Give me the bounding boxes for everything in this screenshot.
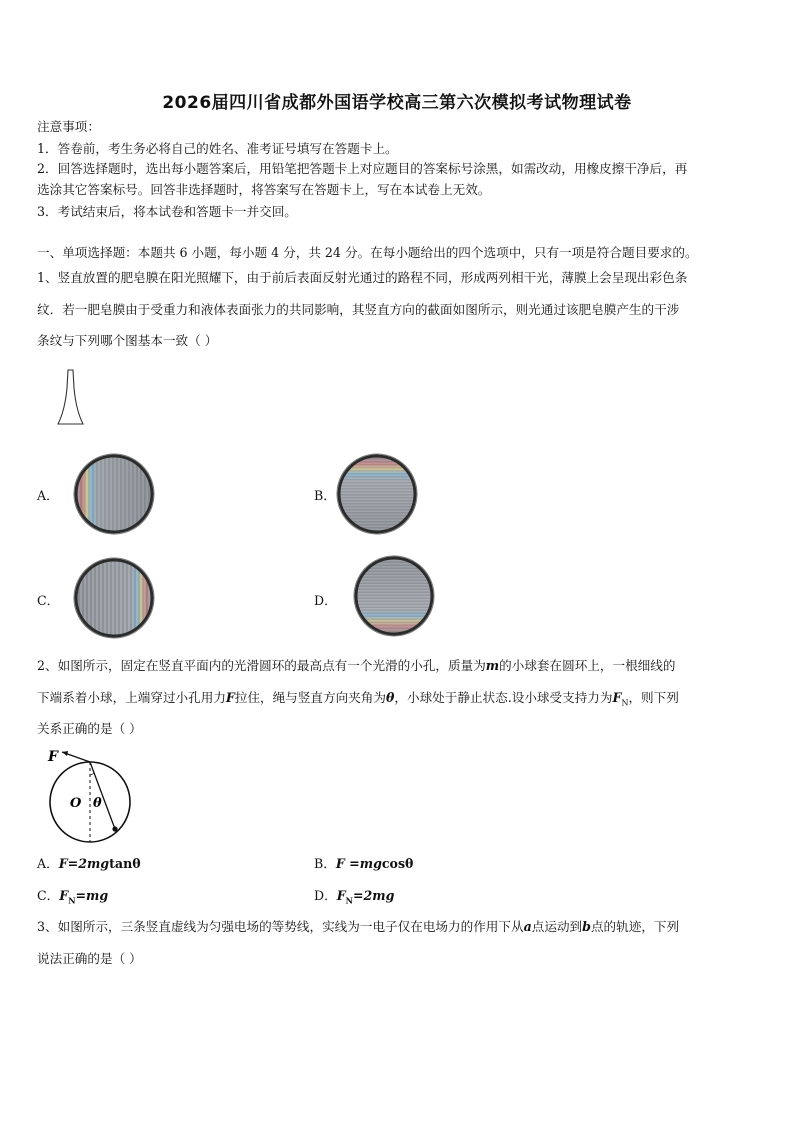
- film-cross-section-figure: [50, 368, 90, 428]
- q2-line-2: 下端系着小球，上端穿过小孔用力F拉住，绳与竖直方向夹角为θ，小球处于静止状态.设小球受支持力为$F_N$，则下列: [37, 690, 679, 708]
- notice-item-3: 3．考试结束后，将本试卷和答题卡一并交回。: [37, 204, 297, 219]
- q2-line-1: 2、如图所示，固定在竖直平面内的光滑圆环的最高点有一个光滑的小孔，质量为m的小球套在圆环上，一根细线的: [37, 658, 676, 673]
- notice-item-1: 1．答卷前，考生务必将自己的姓名、准考证号填写在答题卡上。: [37, 141, 398, 156]
- q2-fig-theta-label: θ: [93, 796, 102, 811]
- q1-line-1: 1、竖直放置的肥皂膜在阳光照耀下，由于前后表面反射光通过的路程不同，形成两列相干光，薄膜上会呈现出彩色条: [37, 270, 688, 285]
- q1-option-a-label[interactable]: A．: [37, 488, 59, 503]
- q1-option-a-image[interactable]: [72, 452, 156, 536]
- q1-option-c-image[interactable]: [72, 556, 156, 640]
- q1-option-b-label[interactable]: B．: [314, 488, 336, 503]
- q1-option-b-image[interactable]: [335, 452, 419, 536]
- q2-option-a[interactable]: A．F=2mgtanθ: [37, 856, 141, 871]
- q3-line-1: 3、如图所示，三条竖直虚线为匀强电场的等势线，实线为一电子仅在电场力的作用下从a点运动到b点的轨迹，下列: [37, 919, 680, 934]
- q3-line-2: 说法正确的是（ ）: [37, 951, 142, 966]
- q1-option-d-image[interactable]: [352, 554, 436, 638]
- q1-line-3: 条纹与下列哪个图基本一致（ ）: [37, 333, 218, 348]
- section-heading: 一、单项选择题：本题共 6 小题，每小题 4 分，共 24 分。在每小题给出的四个选项中，只有一项是符合题目要求的。: [37, 245, 698, 260]
- q1-option-c-label[interactable]: C．: [37, 593, 60, 608]
- q2-option-d[interactable]: D．$F_N=2mg$: [314, 888, 395, 906]
- q2-line-3: 关系正确的是（ ）: [37, 721, 142, 736]
- q2-fig-O-label: O: [70, 796, 82, 811]
- q1-option-d-label[interactable]: D．: [314, 593, 337, 608]
- q1-line-2: 纹．若一肥皂膜由于受重力和液体表面张力的共同影响，其竖直方向的截面如图所示，则光通过该肥皂膜产生的干涉: [37, 302, 680, 317]
- q2-option-b[interactable]: B．F =mgcosθ: [314, 856, 414, 871]
- q2-fig-F-label: F: [48, 749, 58, 765]
- page-title: 2026届四川省成都外国语学校高三第六次模拟考试物理试卷: [162, 93, 632, 113]
- notice-item-2: 2．回答选择题时，选出每小题答案后，用铅笔把答题卡上对应题目的答案标号涂黑，如需改动，用橡皮擦干净后，再: [37, 161, 688, 176]
- q2-ring-figure: [40, 745, 140, 845]
- q2-option-c[interactable]: C．$F_N=mg$: [37, 888, 109, 906]
- notice-heading: 注意事项：: [37, 119, 100, 134]
- notice-item-2-cont: 选涂其它答案标号。回答非选择题时，将答案写在答题卡上，写在本试卷上无效。: [37, 182, 491, 197]
